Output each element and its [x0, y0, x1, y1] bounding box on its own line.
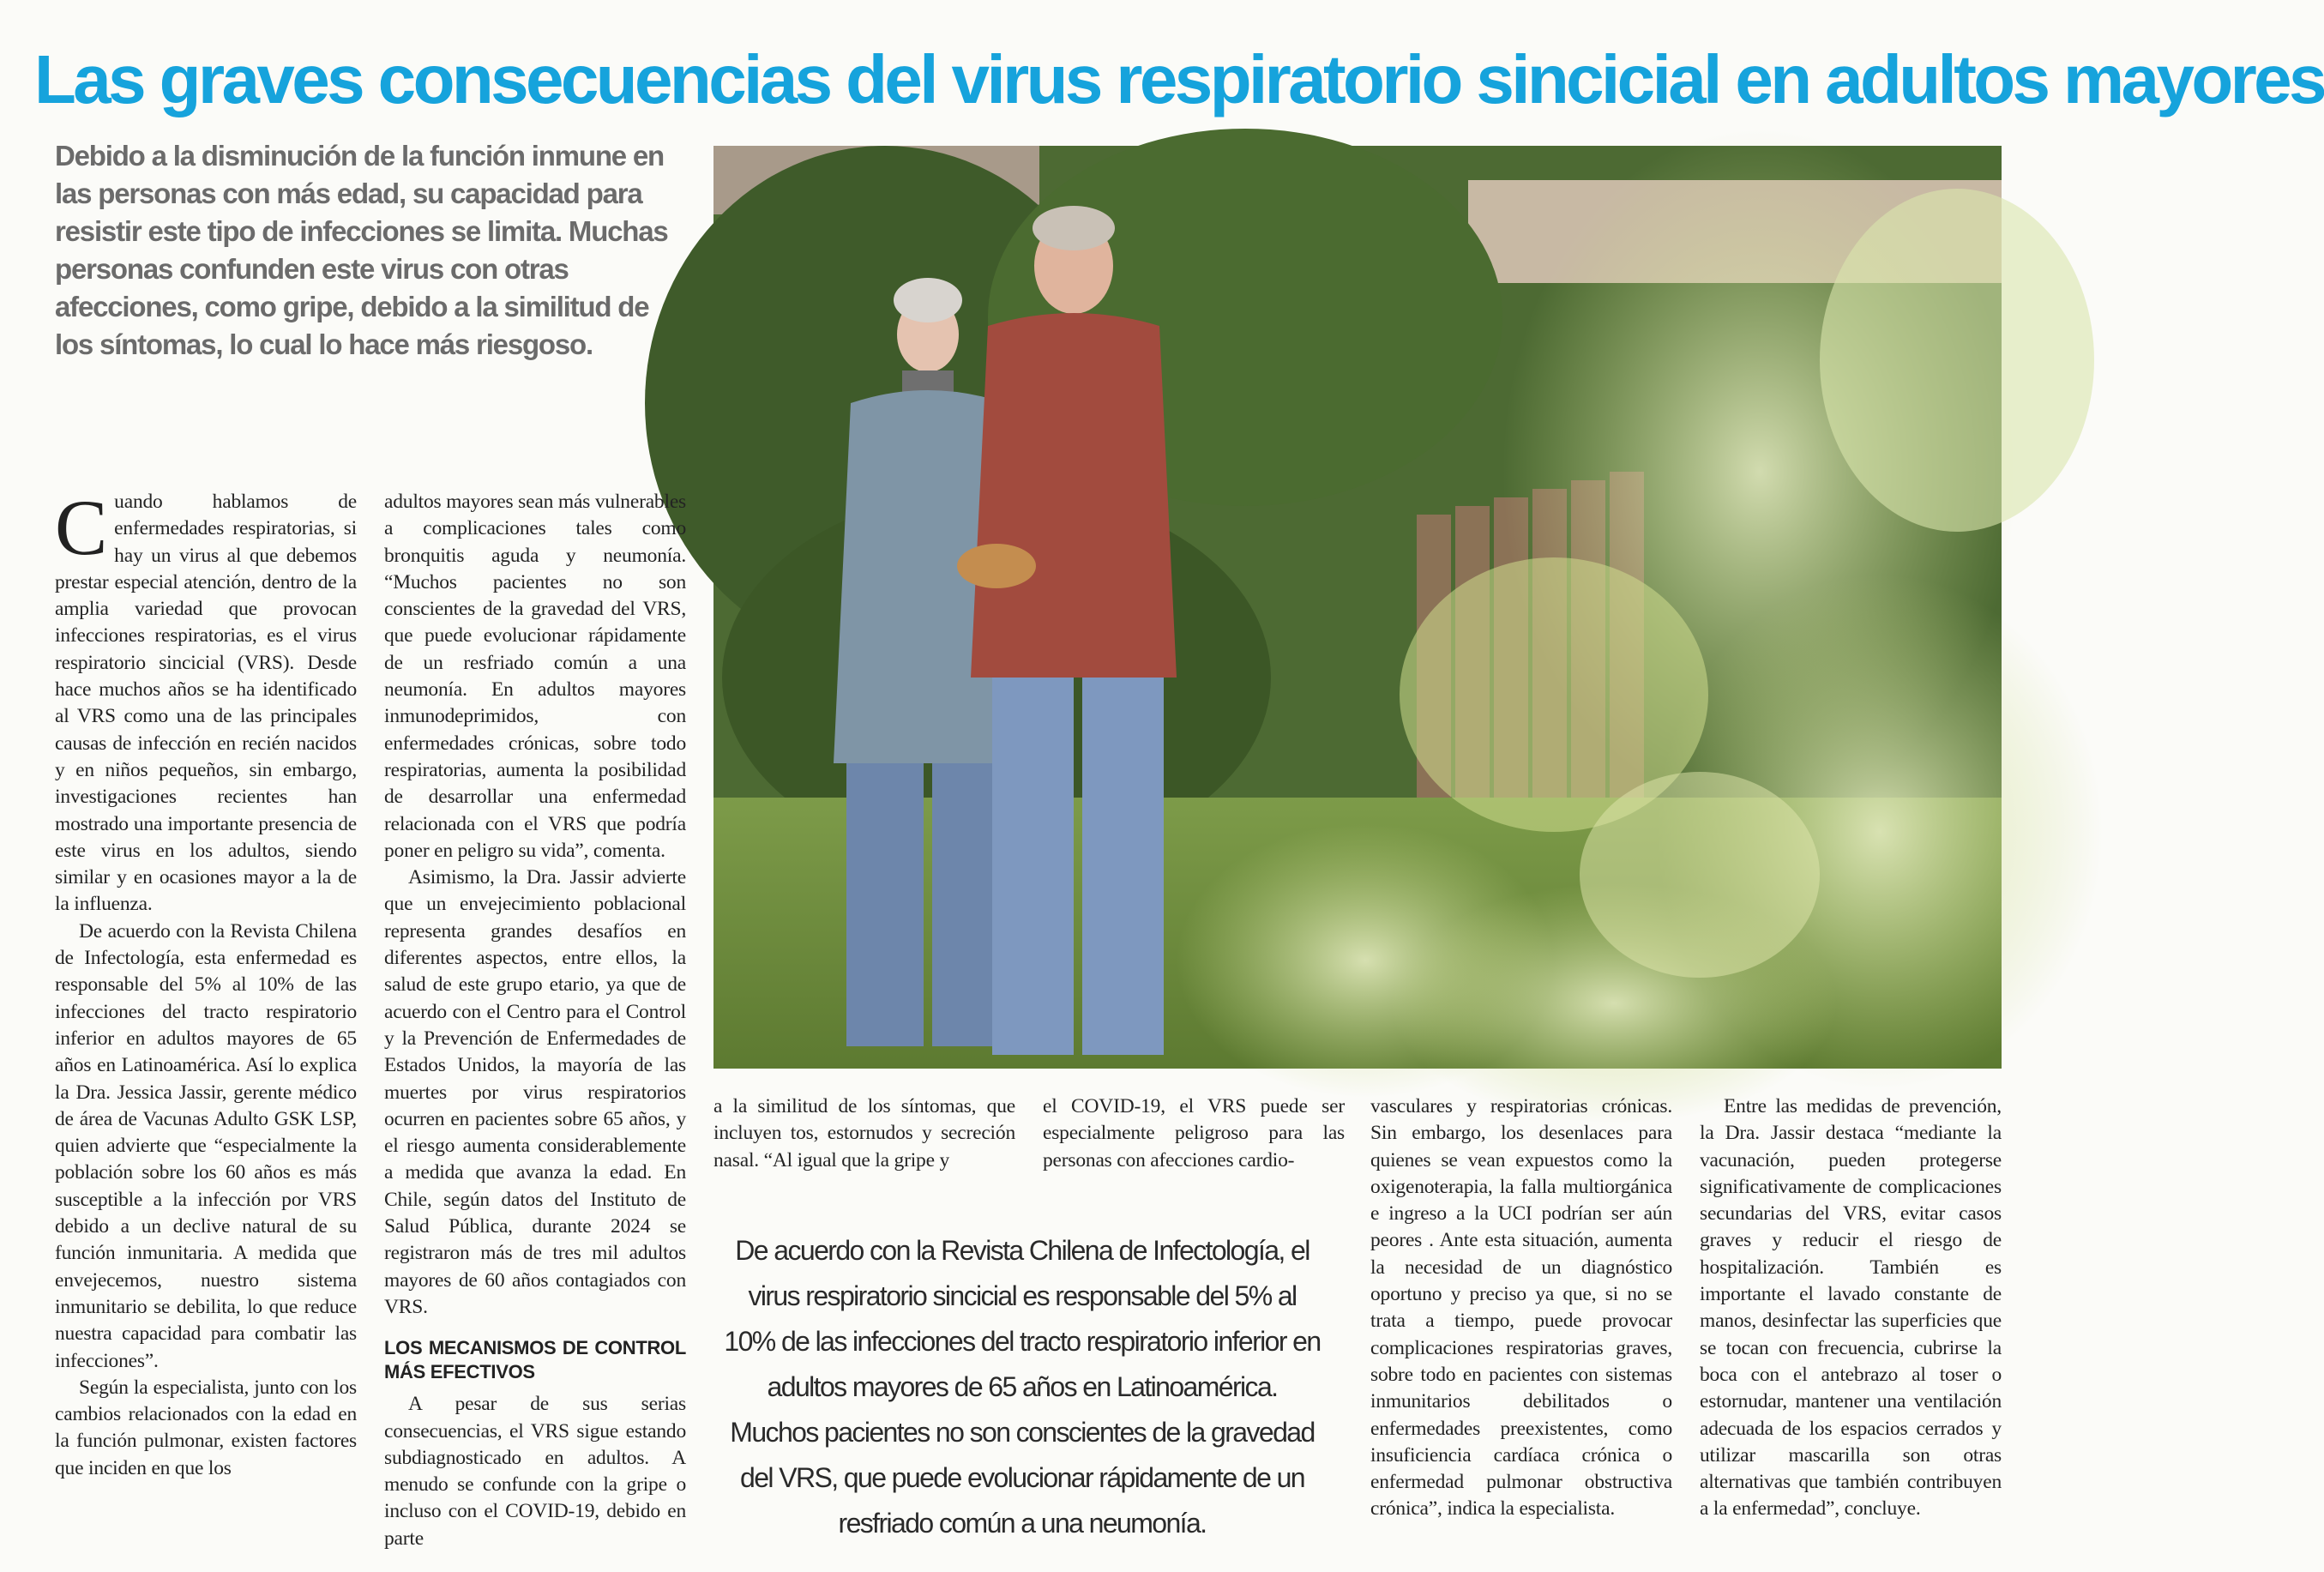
- photo-illustration: [713, 146, 2002, 1069]
- article-photo: [713, 146, 2002, 1069]
- paragraph: vasculares y respiratorias crónicas. Sin embargo, los desenlaces para quienes se vean expuestos como la oxigenoterapia, la falla multiorgánica e ingreso a la UCI podrían ser aún peores . Ante esta situación, aumenta la necesidad de un diagnóstico oportuno y preciso ya que, si no se trata a tiempo, puede provocar complicaciones respiratorias graves, sobre todo en pacientes con sistemas inmunitarios debilitados o enfermedades preexistentes, como insuficiencia cardíaca crónica o enfermedad pulmonar obstructiva crónica”, indica la especialista.: [1370, 1095, 1672, 1521]
- paragraph: [55, 484, 357, 919]
- body-column-4: [1043, 1093, 1345, 1179]
- pull-quote: De acuerdo con la Revista Chilena de Infectología, el virus respiratorio sincicial es responsable del 5% al 10% de las infecciones del tracto respiratorio inferior en adultos mayores de 65 años en Latinoamérica. Muchos pacientes no son conscientes de la gravedad del VRS, que puede evolucionar rápidamente de un resfriado común a una neumonía.: [724, 1235, 1321, 1539]
- deck: Debido a la disminución de la función inmune en las personas con más edad, su capacidad para resistir este tipo de infecciones se limita. Muchas personas confunden este virus con otras afecciones, como gripe, debido a la similitud de los síntomas, lo cual lo hace más riesgoso.: [55, 140, 668, 360]
- paragraph: adultos mayores sean más vulnerables a complicaciones tales como bronquitis aguda y neumonía. “Muchos pacientes no son conscientes de la gravedad del VRS, que puede evolucionar rápidamente de un resfriado común a una neumonía. En adultos mayores inmunodeprimidos, con enfermedades crónicas, sobre todo respiratorias, aumenta la posibilidad de desarrollar una enfermedad relacionada con el VRS que podría poner en peligro su vida”, comenta.: [384, 491, 686, 862]
- paragraph: Entre las medidas de prevención, la Dra. Jassir destaca “mediante la vacunación, pueden protegerse significativamente de complicaciones secundarias del VRS, evitar casos graves y reducir el riesgo de hospitalización. También es importante el lavado constante de manos, desinfectar las superficies que se tocan con frecuencia, cubrirse la boca con el antebrazo al toser o estornudar, mantener una ventilación adecuada de los espacios cerrados y utilizar mascarilla son otras alternativas que también contribuyen a la enfermedad”, concluye.: [1700, 1095, 2002, 1521]
- section-subhead: LOS MECANISMOS DE CONTROL MÁS EFECTIVOS: [384, 1337, 686, 1383]
- body-column-2: [384, 489, 686, 1561]
- paragraph-text: uando hablamos de enfermedades respiratorias, si hay un virus al que debemos prestar especial atención, dentro de la amplia variedad que provocan infecciones respiratorias, es el virus respiratorio sincicial (VRS). Desde hace muchos años se ha identificado al VRS como una de las principales causas de infección en recién nacidos y en niños pequeños, sin embargo, investigaciones recientes han mostrado una importante presencia de este virus en los adultos, siendo similar y en ocasiones mayor a la de la influenza.: [55, 491, 357, 916]
- headline: Las graves consecuencias del virus respiratorio sincicial en adultos mayores: [34, 41, 2324, 117]
- body-column-3: [713, 1093, 1015, 1179]
- drop-cap: C: [55, 484, 108, 571]
- body-column-6: [1700, 1093, 2002, 1557]
- paragraph: De acuerdo con la Revista Chilena de Infectología, esta enfermedad es responsable del 5% al 10% de las infecciones del tracto respiratorio inferior en adultos mayores de 65 años en Latinoamérica. Así lo explica la Dra. Jessica Jassir, gerente médico de área de Vacunas Adulto GSK LSP, quien advierte que “especialmente la población sobre los 60 años es más susceptible a la infección por VRS debido a un declive natural de su función inmunitaria. A medida que envejecemos, nuestro sistema inmunitario se debilita, lo que reduce nuestra capacidad para combatir las infecciones”.: [55, 919, 357, 1372]
- paragraph: el COVID-19, el VRS puede ser especialmente peligroso para las personas con afecciones cardio-: [1043, 1095, 1345, 1171]
- body-column-5: [1370, 1093, 1672, 1557]
- paragraph: Según la especialista, junto con los cambios relacionados con la edad en la función pulmonar, existen factores que inciden en que los: [55, 1376, 357, 1479]
- paragraph: Asimismo, la Dra. Jassir advierte que un envejecimiento poblacional representa grandes desafíos en diferentes aspectos, entre ellos, la salud de este grupo etario, ya que de acuerdo con el Centro para el Control y la Prevención de Enfermedades de Estados Unidos, la mayoría de las muertes por virus respiratorios ocurren en pacientes sobre 65 años, y el riesgo aumenta considerablemente a medida que avanza la edad. En Chile, según datos del Instituto de Salud Pública, durante 2024 se registraron más de tres mil adultos mayores de 60 años contagiados con VRS.: [384, 866, 686, 1318]
- paragraph: A pesar de sus serias consecuencias, el VRS sigue estando subdiagnosticado en adultos. A menudo se confunde con la gripe o incluso con el COVID-19, debido en parte: [384, 1393, 686, 1550]
- paragraph: a la similitud de los síntomas, que incluyen tos, estornudos y secreción nasal. “Al igual que la gripe y: [713, 1095, 1015, 1171]
- body-column-1: [55, 484, 357, 1561]
